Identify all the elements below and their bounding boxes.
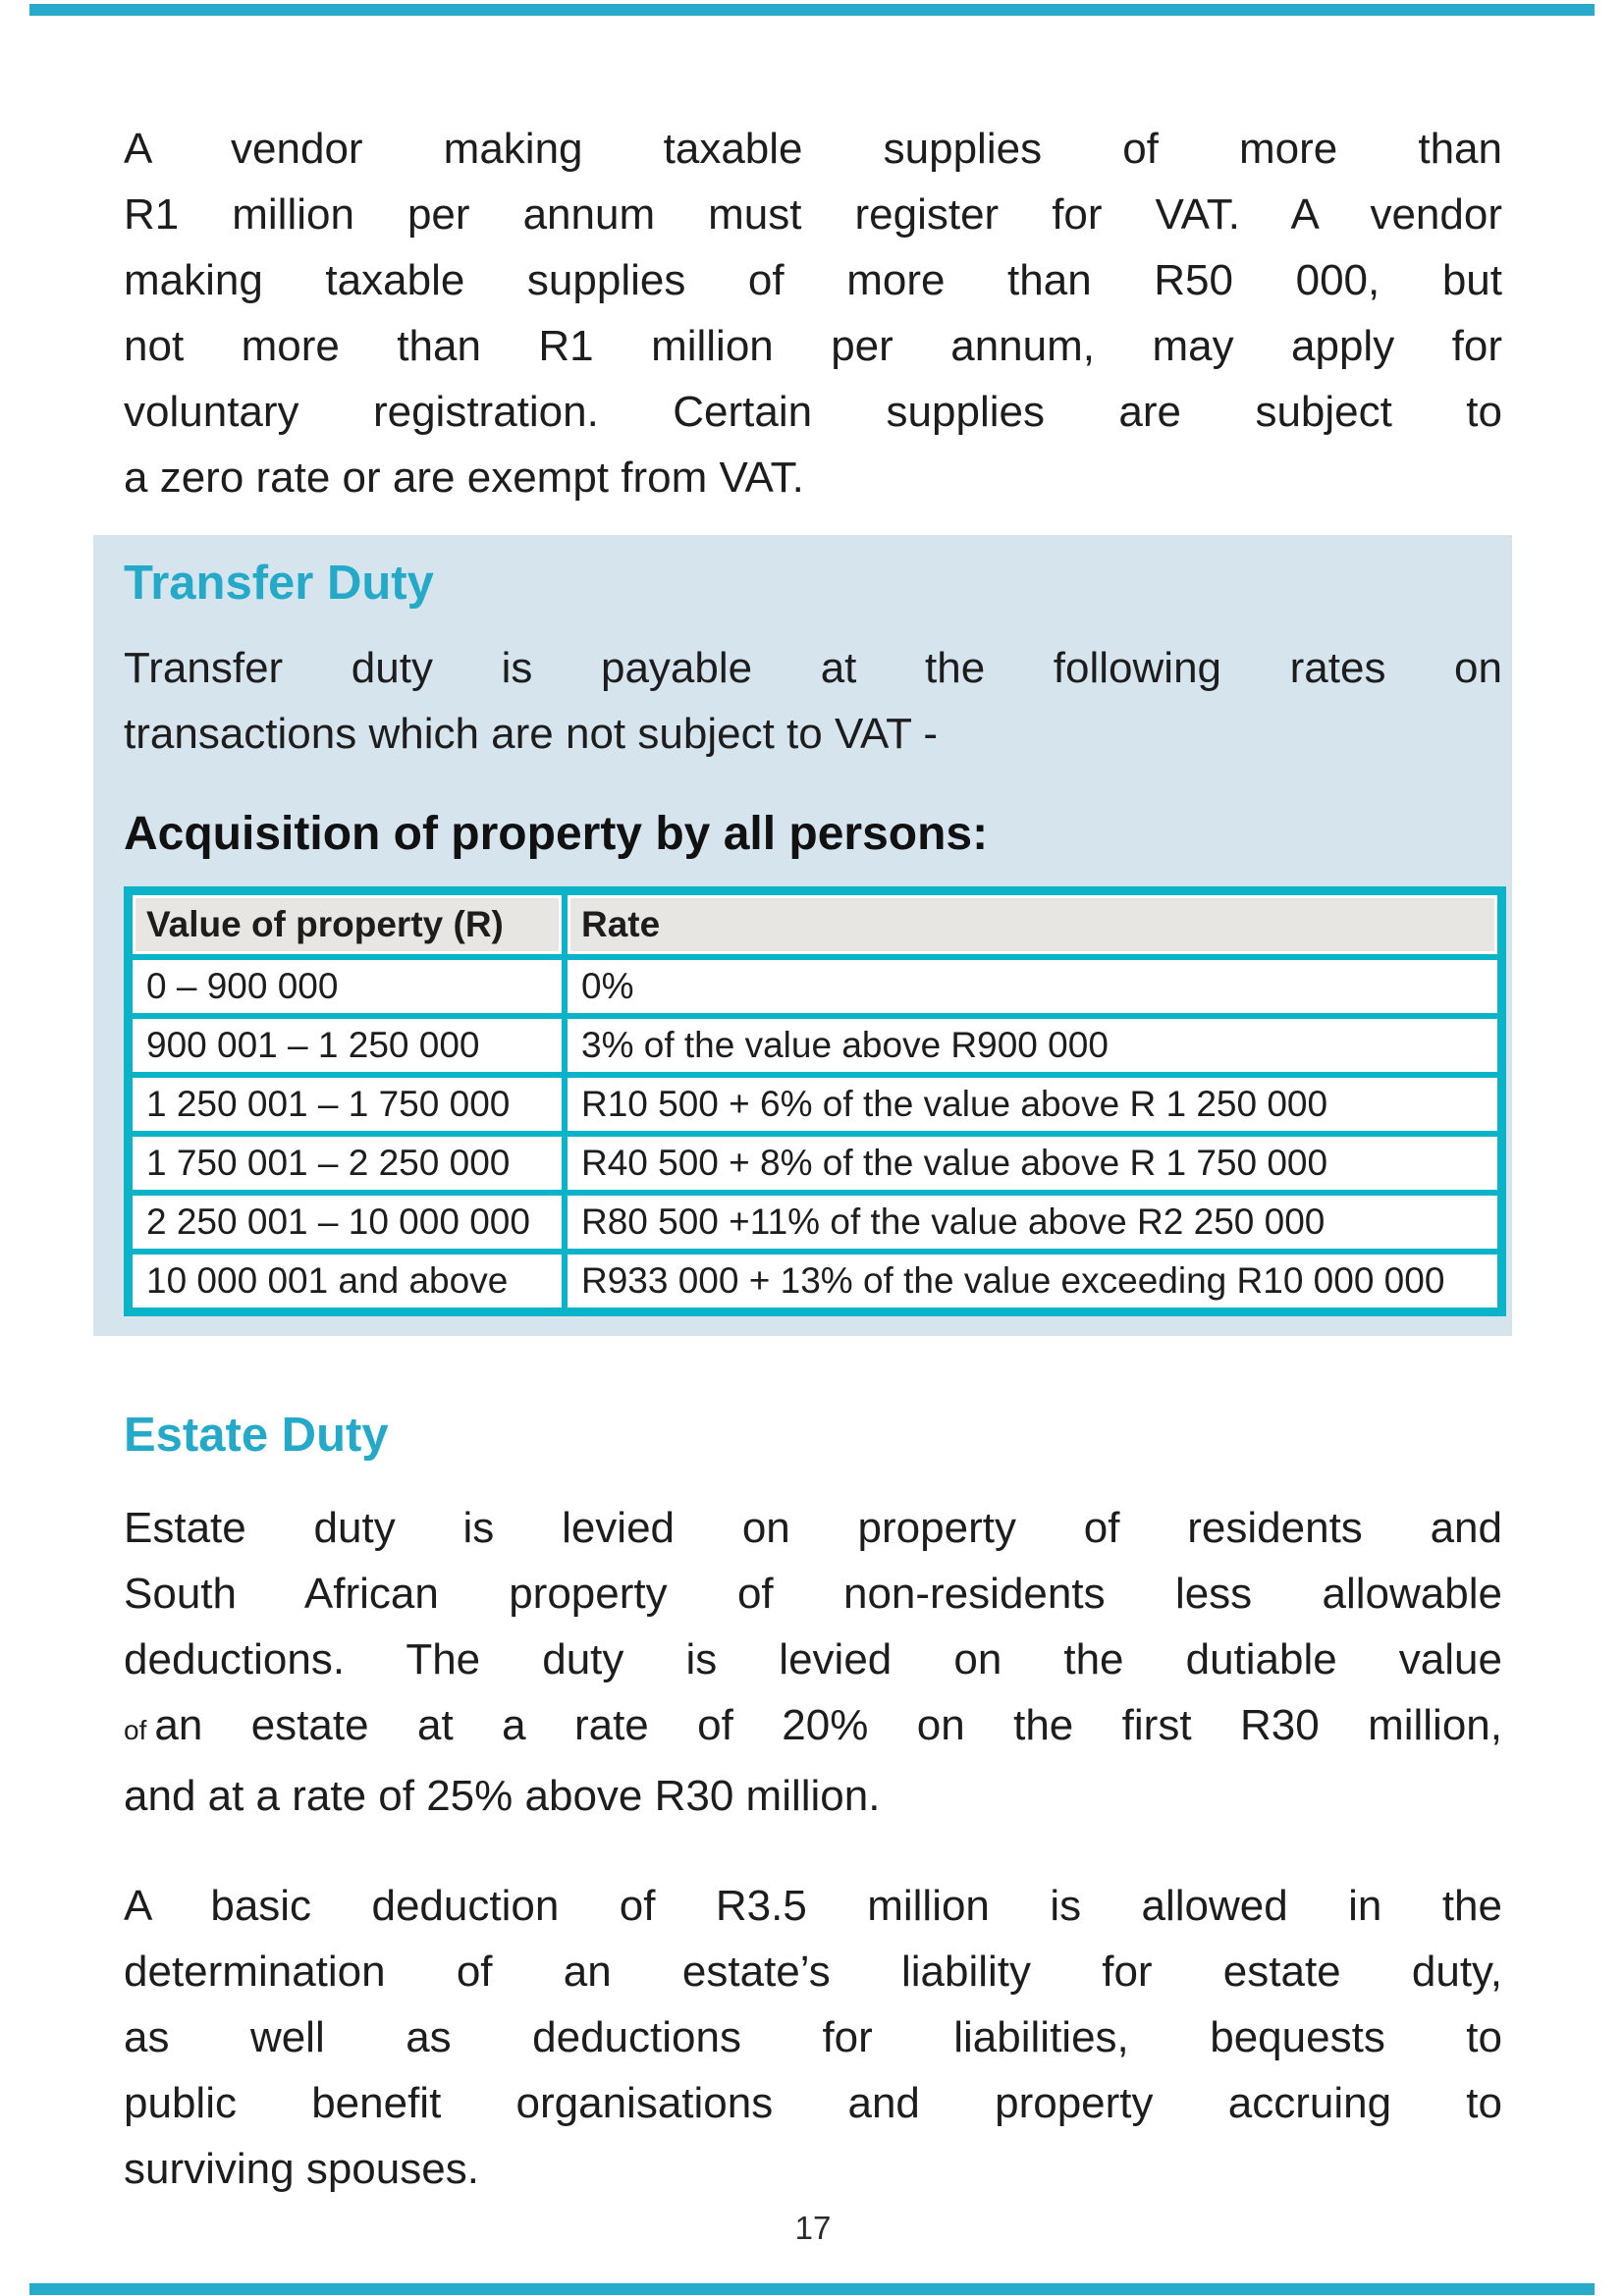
text-line: Estate duty is levied on property of residents and [124, 1504, 1502, 1552]
estate-duty-paragraph-2 [124, 1873, 1502, 2202]
text-line: transactions which are not subject to VAT - [124, 710, 939, 758]
table-cell-rate: 3% of the value above R900 000 [581, 1025, 1109, 1065]
acquisition-heading: Acquisition of property by all persons: [124, 808, 989, 860]
text-line: R1 million per annum must register for VAT. A vendor [124, 190, 1502, 239]
table-cell-value: 1 250 001 – 1 750 000 [133, 1078, 568, 1131]
table-cell-value: 900 001 – 1 250 000 [133, 1019, 568, 1072]
table-header-value [133, 895, 568, 954]
table-cell-rate: R40 500 + 8% of the value above R 1 750 000 [581, 1143, 1328, 1183]
table-header-rate-label: Rate [570, 898, 1494, 951]
bottom-edge-bar [29, 2283, 1595, 2295]
estate-duty-paragraph-1 [124, 1495, 1502, 1829]
text-line: a zero rate or are exempt from VAT. [124, 454, 804, 502]
table-cell-rate: 0% [581, 966, 634, 1006]
estate-duty-heading: Estate Duty [124, 1409, 389, 1462]
small-of-word: of [124, 1715, 147, 1745]
text-line: not more than R1 million per annum, may apply for [124, 322, 1502, 370]
vat-intro-paragraph [124, 116, 1502, 510]
table-row [133, 1013, 1497, 1072]
table-cell-value: 1 750 001 – 2 250 000 [133, 1137, 568, 1190]
transfer-duty-heading: Transfer Duty [124, 557, 434, 610]
text-line [124, 1692, 1502, 1763]
table-row [133, 1249, 1497, 1308]
table-cell-value: 2 250 001 – 10 000 000 [133, 1196, 568, 1249]
text-line: making taxable supplies of more than R50 000, but [124, 256, 1502, 304]
top-edge-bar [29, 4, 1595, 16]
page-number: 17 [794, 2210, 832, 2246]
text-line: and at a rate of 25% above R30 million. [124, 1772, 881, 1820]
transfer-duty-panel [93, 535, 1512, 1336]
table-row [133, 1072, 1497, 1131]
text-line: as well as deductions for liabilities, bequests to [124, 2013, 1502, 2061]
table-header-value-label: Value of property (R) [135, 898, 559, 951]
text-line: Transfer duty is payable at the following rates on [124, 644, 1502, 692]
text-line: A basic deduction of R3.5 million is allowed in the [124, 1882, 1502, 1930]
table-cell-rate: R80 500 +11% of the value above R2 250 000 [581, 1201, 1326, 1242]
text-line: deductions. The duty is levied on the dutiable value [124, 1635, 1502, 1683]
text-line: public benefit organisations and property accruing to [124, 2079, 1502, 2127]
table-row [133, 954, 1497, 1013]
transfer-duty-table [124, 886, 1506, 1316]
line-remainder: an estate at a rate of 20% on the first R30 million, [154, 1701, 1502, 1749]
table-row [133, 1190, 1497, 1249]
text-line: surviving spouses. [124, 2145, 479, 2193]
table-row [133, 1131, 1497, 1190]
text-line: A vendor making taxable supplies of more than [124, 125, 1502, 173]
table-cell-rate: R933 000 + 13% of the value exceeding R10 000 000 [581, 1260, 1445, 1301]
text-line: determination of an estate’s liability for estate duty, [124, 1948, 1502, 1996]
text-line: voluntary registration. Certain supplies are subject to [124, 388, 1502, 436]
table-header-row [133, 895, 1497, 954]
text-line: South African property of non-residents less allowable [124, 1570, 1502, 1618]
table-cell-value: 0 – 900 000 [133, 960, 568, 1013]
table-cell-rate: R10 500 + 6% of the value above R 1 250 000 [581, 1084, 1328, 1124]
table-header-rate [568, 895, 1497, 954]
transfer-duty-paragraph [124, 635, 1502, 767]
table-cell-value: 10 000 001 and above [133, 1255, 568, 1308]
page-content [124, 116, 1502, 2247]
transfer-duty-panel-inner [124, 553, 1502, 1316]
